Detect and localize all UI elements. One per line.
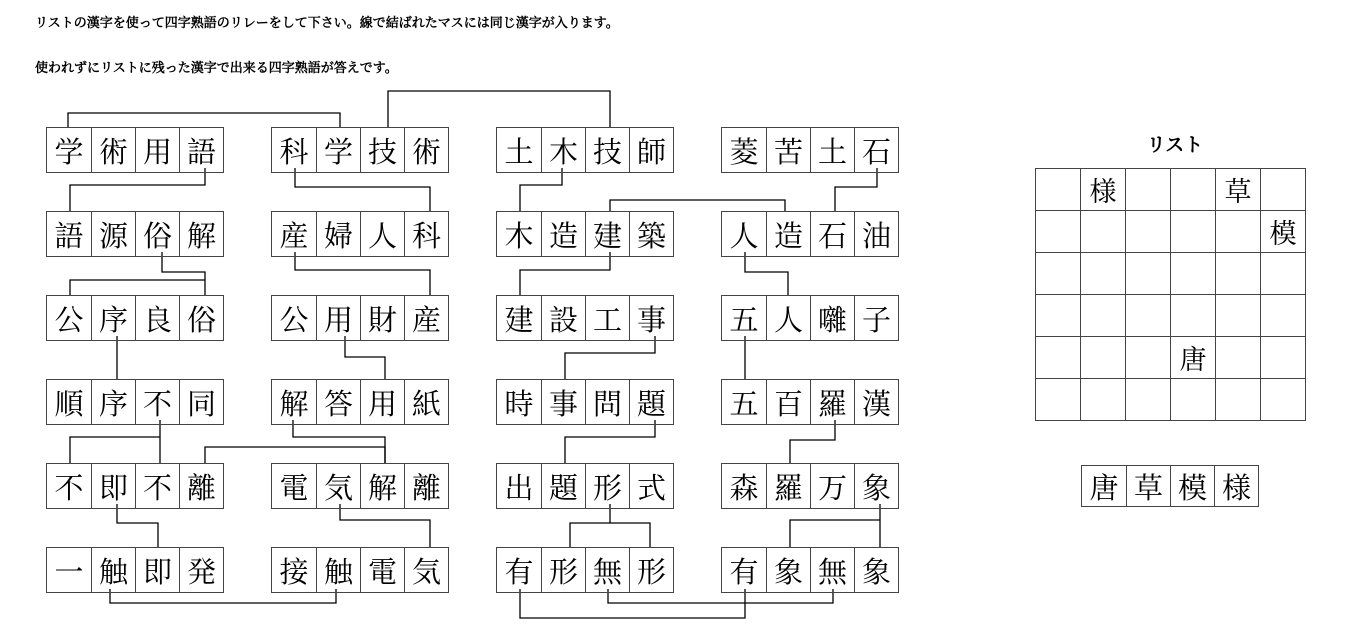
- word-box: [46, 295, 224, 341]
- list-cell: [1261, 379, 1306, 421]
- kanji-cell: 建: [585, 212, 629, 256]
- kanji-cell: 一: [54, 554, 84, 589]
- answer-box: [1081, 465, 1259, 507]
- list-cell: [1036, 169, 1081, 211]
- list-cell: [1036, 295, 1081, 337]
- kanji-cell: 五: [729, 302, 759, 337]
- list-cell: [1171, 211, 1216, 253]
- list-cell: 様: [1081, 169, 1126, 211]
- kanji-cell: 象: [854, 464, 898, 508]
- list-cell: [1126, 169, 1171, 211]
- kanji-cell: 解: [179, 212, 223, 256]
- kanji-cell: 問: [585, 380, 629, 424]
- kanji-cell: 離: [179, 464, 223, 508]
- kanji-cell: 工: [585, 296, 629, 340]
- word-box: [46, 547, 224, 593]
- word-box: [721, 379, 899, 425]
- kanji-cell: 人: [766, 296, 810, 340]
- list-cell: [1081, 211, 1126, 253]
- list-title: リスト: [1146, 134, 1204, 156]
- kanji-cell: 設: [541, 296, 585, 340]
- kanji-cell: 百: [766, 380, 810, 424]
- word-box: [496, 211, 674, 257]
- kanji-cell: 順: [54, 386, 84, 421]
- word-box: [721, 547, 899, 593]
- word-box: [271, 211, 449, 257]
- list-cell: [1081, 253, 1126, 295]
- word-box: [271, 127, 449, 173]
- word-box: [46, 379, 224, 425]
- list-cell: 草: [1216, 169, 1261, 211]
- list-cell: [1081, 295, 1126, 337]
- kanji-cell: 科: [404, 212, 448, 256]
- kanji-cell: 不: [135, 464, 179, 508]
- kanji-cell: 羅: [810, 380, 854, 424]
- kanji-cell: 婦: [316, 212, 360, 256]
- word-box: [271, 295, 449, 341]
- kanji-cell: 造: [766, 212, 810, 256]
- kanji-cell: 石: [810, 212, 854, 256]
- kanji-cell: 不: [54, 470, 84, 505]
- word-box: [721, 211, 899, 257]
- kanji-cell: 漢: [854, 380, 898, 424]
- list-cell: [1216, 337, 1261, 379]
- word-box: [496, 463, 674, 509]
- kanji-cell: 解: [360, 464, 404, 508]
- list-cell: [1036, 253, 1081, 295]
- word-box: [496, 295, 674, 341]
- kanji-cell: 時: [504, 386, 534, 421]
- kanji-cell: 解: [279, 386, 309, 421]
- kanji-cell: 産: [279, 218, 309, 253]
- kanji-cell: 用: [360, 380, 404, 424]
- kanji-cell: 有: [729, 554, 759, 589]
- kanji-cell: 子: [854, 296, 898, 340]
- list-cell: [1261, 169, 1306, 211]
- kanji-cell: 公: [279, 302, 309, 337]
- kanji-cell: 木: [504, 218, 534, 253]
- instruction-line-1: リストの漢字を使って四字熟語のリレーをして下さい。線で結ばれたマスには同じ漢字が入ります。: [35, 16, 619, 31]
- list-cell: [1126, 379, 1171, 421]
- kanji-cell: 発: [179, 548, 223, 592]
- instruction-line-2: 使われずにリストに残った漢字で出来る四字熟語が答えです。: [35, 61, 398, 76]
- list-cell: [1036, 337, 1081, 379]
- kanji-cell: 事: [629, 296, 673, 340]
- list-cell: [1261, 337, 1306, 379]
- kanji-cell: 無: [585, 548, 629, 592]
- word-box: [46, 211, 224, 257]
- kanji-cell: 土: [810, 128, 854, 172]
- list-cell: [1126, 337, 1171, 379]
- kanji-cell: 電: [279, 470, 309, 505]
- kanji-cell: 式: [629, 464, 673, 508]
- kanji-cell: 用: [316, 296, 360, 340]
- word-box: [721, 463, 899, 509]
- kanji-cell: 油: [854, 212, 898, 256]
- kanji-cell: 技: [360, 128, 404, 172]
- word-box: [721, 295, 899, 341]
- answer-cell: 模: [1170, 466, 1214, 506]
- list-grid: [1035, 168, 1306, 421]
- kanji-cell: 公: [54, 302, 84, 337]
- kanji-cell: 形: [541, 548, 585, 592]
- kanji-cell: 石: [854, 128, 898, 172]
- kanji-cell: 離: [404, 464, 448, 508]
- kanji-cell: 造: [541, 212, 585, 256]
- kanji-cell: 術: [404, 128, 448, 172]
- kanji-cell: 財: [360, 296, 404, 340]
- kanji-cell: 羅: [766, 464, 810, 508]
- list-cell: [1171, 379, 1216, 421]
- kanji-cell: 形: [629, 548, 673, 592]
- kanji-cell: 触: [316, 548, 360, 592]
- kanji-cell: 題: [541, 464, 585, 508]
- kanji-cell: 触: [91, 548, 135, 592]
- kanji-cell: 無: [810, 548, 854, 592]
- kanji-cell: 学: [54, 134, 84, 169]
- list-cell: [1126, 211, 1171, 253]
- kanji-cell: 技: [585, 128, 629, 172]
- word-box: [271, 547, 449, 593]
- list-cell: [1036, 211, 1081, 253]
- kanji-cell: 有: [504, 554, 534, 589]
- kanji-cell: 序: [91, 296, 135, 340]
- answer-cell: 草: [1126, 466, 1170, 506]
- kanji-cell: 序: [91, 380, 135, 424]
- kanji-cell: 苦: [766, 128, 810, 172]
- list-cell: [1126, 295, 1171, 337]
- list-cell: [1171, 169, 1216, 211]
- list-cell: [1216, 295, 1261, 337]
- word-box: [721, 127, 899, 173]
- list-cell: 模: [1261, 211, 1306, 253]
- kanji-cell: 題: [629, 380, 673, 424]
- word-box: [271, 379, 449, 425]
- kanji-cell: 語: [179, 128, 223, 172]
- kanji-cell: 科: [279, 134, 309, 169]
- list-cell: [1081, 337, 1126, 379]
- kanji-cell: 人: [360, 212, 404, 256]
- list-cell: [1261, 253, 1306, 295]
- kanji-cell: 築: [629, 212, 673, 256]
- answer-cell: 様: [1214, 466, 1258, 506]
- kanji-cell: 土: [504, 134, 534, 169]
- kanji-cell: 俗: [135, 212, 179, 256]
- kanji-cell: 源: [91, 212, 135, 256]
- kanji-cell: 気: [316, 464, 360, 508]
- kanji-cell: 木: [541, 128, 585, 172]
- kanji-cell: 出: [504, 470, 534, 505]
- list-cell: [1216, 253, 1261, 295]
- kanji-cell: 人: [729, 218, 759, 253]
- word-box: [271, 463, 449, 509]
- kanji-cell: 産: [404, 296, 448, 340]
- kanji-cell: 即: [91, 464, 135, 508]
- list-cell: [1216, 211, 1261, 253]
- kanji-cell: 俗: [179, 296, 223, 340]
- list-cell: [1081, 379, 1126, 421]
- list-cell: [1126, 253, 1171, 295]
- list-cell: [1171, 253, 1216, 295]
- kanji-cell: 用: [135, 128, 179, 172]
- list-cell: [1261, 295, 1306, 337]
- kanji-cell: 建: [504, 302, 534, 337]
- list-cell: [1171, 295, 1216, 337]
- list-cell: [1216, 379, 1261, 421]
- kanji-cell: 象: [766, 548, 810, 592]
- kanji-cell: 不: [135, 380, 179, 424]
- kanji-cell: 形: [585, 464, 629, 508]
- kanji-cell: 事: [541, 380, 585, 424]
- kanji-cell: 紙: [404, 380, 448, 424]
- list-cell: 唐: [1171, 337, 1216, 379]
- kanji-cell: 万: [810, 464, 854, 508]
- word-box: [46, 463, 224, 509]
- kanji-cell: 学: [316, 128, 360, 172]
- kanji-cell: 五: [729, 386, 759, 421]
- list-cell: [1036, 379, 1081, 421]
- kanji-cell: 電: [360, 548, 404, 592]
- kanji-cell: 接: [279, 554, 309, 589]
- answer-cell: 唐: [1089, 470, 1119, 505]
- kanji-cell: 師: [629, 128, 673, 172]
- kanji-cell: 象: [854, 548, 898, 592]
- kanji-cell: 答: [316, 380, 360, 424]
- kanji-cell: 森: [729, 470, 759, 505]
- kanji-cell: 良: [135, 296, 179, 340]
- kanji-cell: 語: [54, 218, 84, 253]
- kanji-cell: 即: [135, 548, 179, 592]
- kanji-cell: 術: [91, 128, 135, 172]
- word-box: [496, 127, 674, 173]
- kanji-cell: 菱: [729, 134, 759, 169]
- word-box: [496, 547, 674, 593]
- kanji-cell: 気: [404, 548, 448, 592]
- word-box: [496, 379, 674, 425]
- word-box: [46, 127, 224, 173]
- kanji-cell: 同: [179, 380, 223, 424]
- kanji-cell: 囃: [810, 296, 854, 340]
